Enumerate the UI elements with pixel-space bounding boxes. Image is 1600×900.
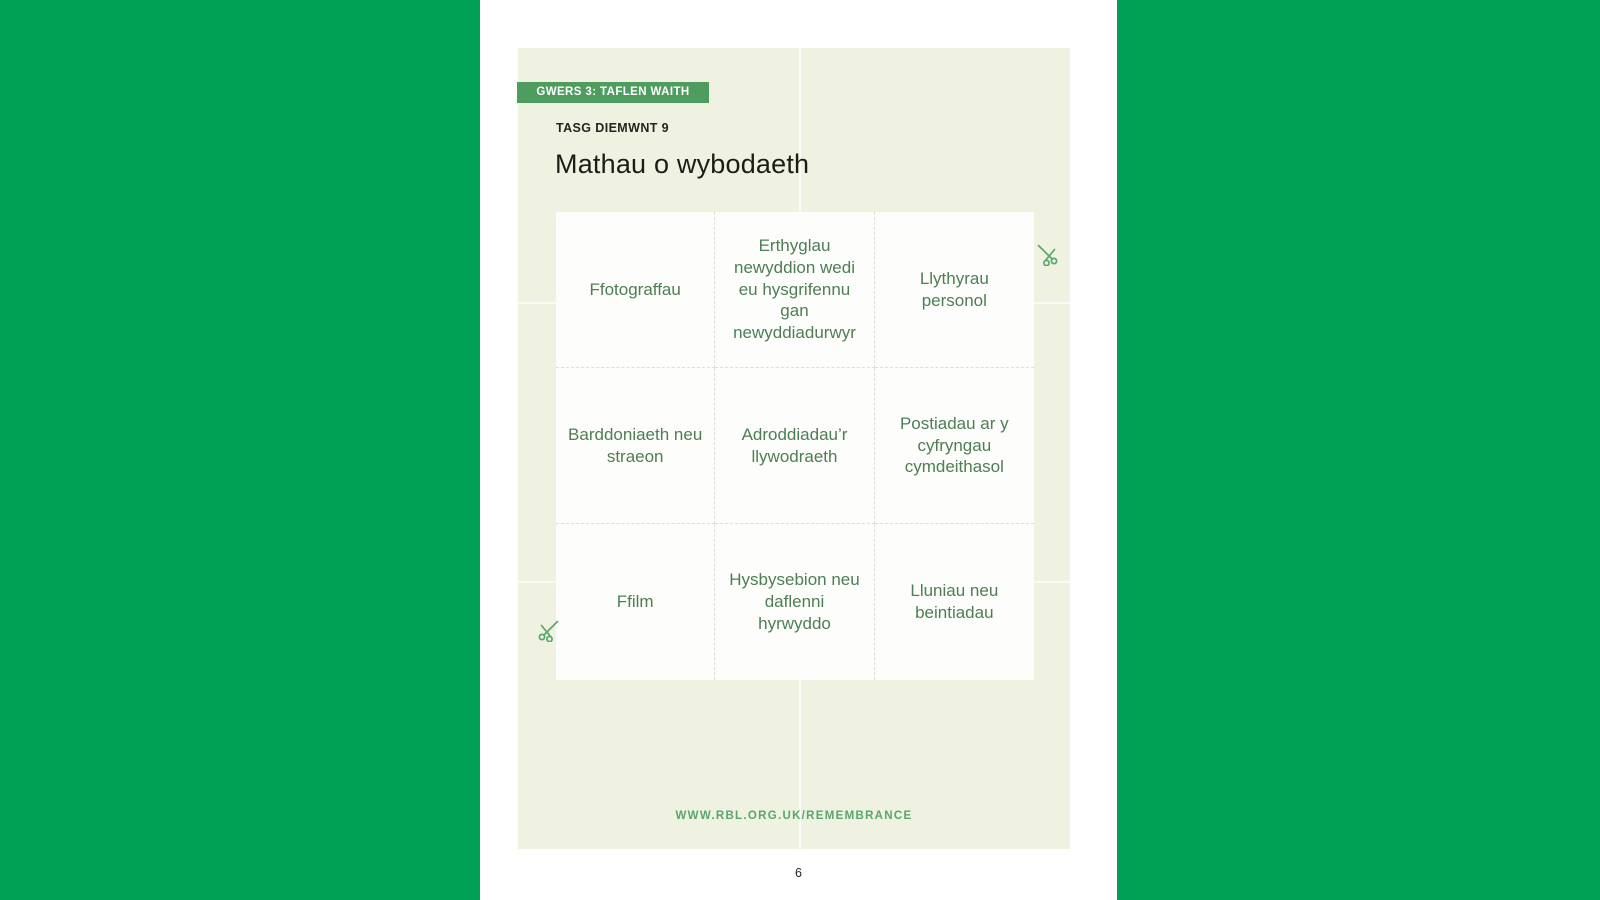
right-green-margin: [1117, 0, 1600, 900]
card-cell: Adroddiadau’r llywodraeth: [715, 368, 874, 524]
card-cell: Barddoniaeth neu straeon: [556, 368, 715, 524]
page-number: 6: [795, 866, 802, 880]
card-cell: Llythyrau personol: [875, 212, 1034, 368]
lesson-badge: GWERS 3: TAFLEN WAITH: [517, 82, 709, 103]
worksheet-panel: [518, 48, 1070, 849]
scissors-icon: [1035, 242, 1059, 266]
card-cell: Ffilm: [556, 524, 715, 680]
diamond9-card-grid: [556, 212, 1034, 680]
card-cell: Ffotograffau: [556, 212, 715, 368]
document-page: [480, 0, 1117, 900]
page-title: Mathau o wybodaeth: [555, 149, 810, 179]
card-cell: Erthyglau newyddion wedi eu hysgrifennu gan newyddiadurwyr: [715, 212, 874, 368]
left-green-margin: [0, 0, 480, 900]
card-cell: Postiadau ar y cyfryngau cymdeithasol: [875, 368, 1034, 524]
card-cell: Lluniau neu beintiadau: [910, 581, 999, 622]
scissors-icon: [537, 618, 561, 642]
footer-website-url: WWW.RBL.ORG.UK/REMEMBRANCE: [675, 810, 913, 822]
card-cell: Hysbysebion neu daflenni hyrwyddo: [715, 524, 874, 680]
task-label: TASG DIEMWNT 9: [556, 121, 670, 135]
